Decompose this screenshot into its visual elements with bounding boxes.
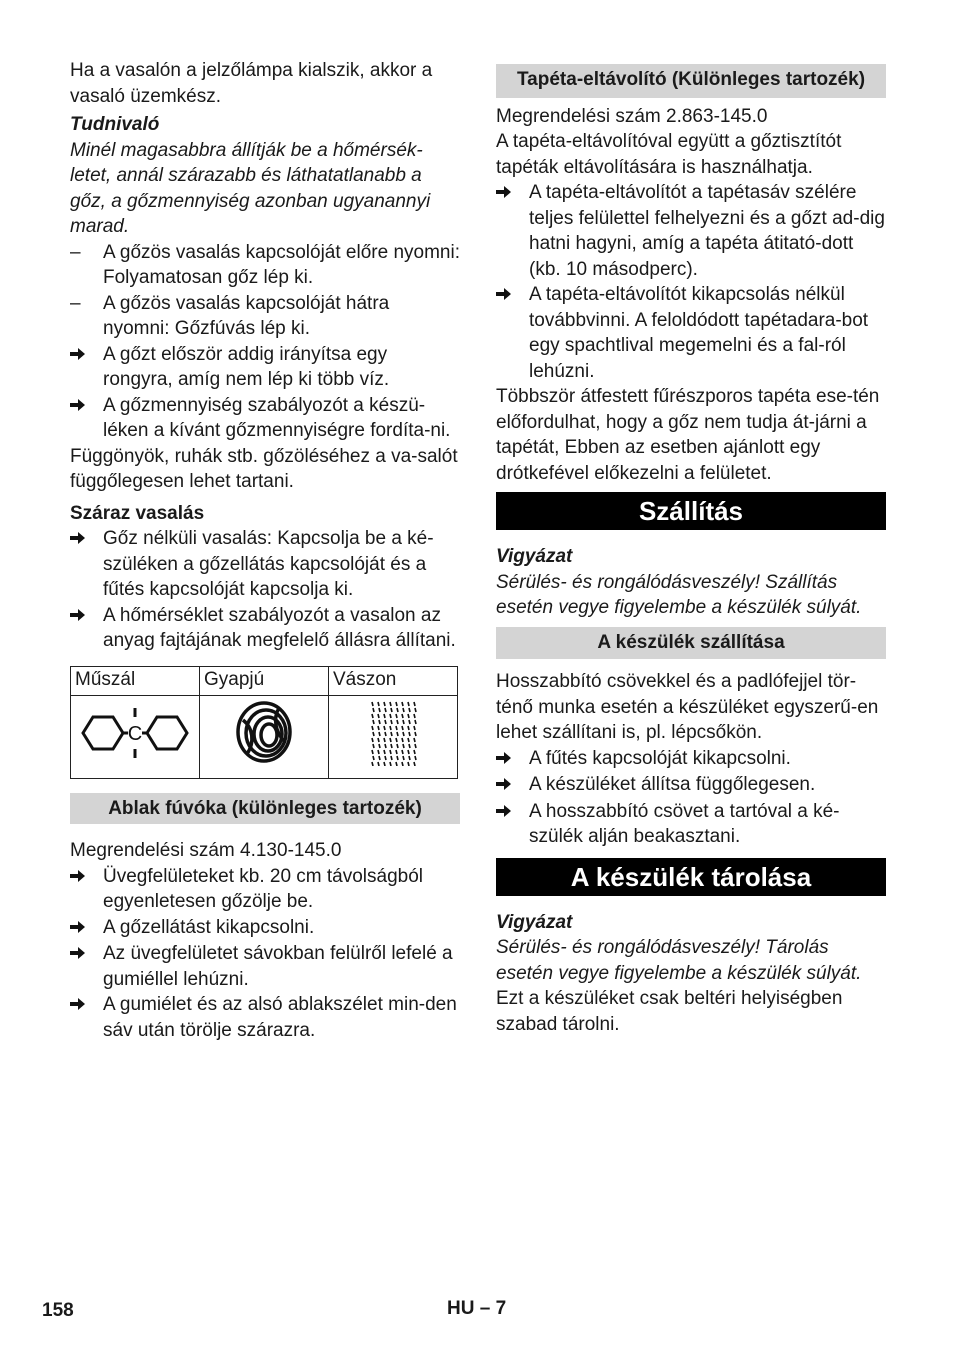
list-item xyxy=(70,915,460,942)
linen-stroke xyxy=(373,708,374,712)
linen-stroke xyxy=(378,714,379,718)
linen-stroke xyxy=(378,738,379,742)
linen-icon xyxy=(368,700,418,766)
curtain-paragraph: Függönyök, ruhák stb. gőzöléséhez a va-salót függőlegesen lehet tartani. xyxy=(70,445,458,492)
linen-stroke xyxy=(384,762,385,766)
right-column xyxy=(496,58,886,1037)
linen-stroke xyxy=(379,744,380,748)
linen-stroke xyxy=(391,720,392,724)
linen-stroke xyxy=(396,750,397,754)
arrow-right-icon xyxy=(496,777,512,791)
linen-stroke xyxy=(391,708,392,712)
list-item xyxy=(496,180,886,282)
fabric-header-synthetic: Műszál xyxy=(71,666,200,695)
list-item xyxy=(70,941,460,992)
linen-stroke xyxy=(378,762,379,766)
linen-stroke xyxy=(372,726,373,730)
list-item xyxy=(496,746,886,773)
arrow-right-icon xyxy=(70,997,86,1011)
linen-stroke xyxy=(390,738,391,742)
linen-stroke xyxy=(372,762,373,766)
linen-stroke xyxy=(385,756,386,760)
linen-stroke xyxy=(390,762,391,766)
linen-stroke xyxy=(414,726,415,730)
linen-stroke xyxy=(379,708,380,712)
linen-stroke xyxy=(409,708,410,712)
linen-stroke xyxy=(378,726,379,730)
wallpaper-intro: A tapéta-eltávolítóval együtt a gőztisztítót tapéták eltávolítására is használhatja. xyxy=(496,131,842,178)
list-item xyxy=(70,992,460,1043)
intro-paragraph: Ha a vasalón a jelzőlámpa kialszik, akkor a vasaló üzemkész. xyxy=(70,60,433,107)
wool-icon xyxy=(229,698,299,768)
arrow-right-icon xyxy=(70,920,86,934)
linen-stroke xyxy=(390,714,391,718)
linen-stroke xyxy=(408,762,409,766)
arrow-right-icon xyxy=(496,804,512,818)
list-item xyxy=(496,282,886,384)
storage-text: Ezt a készüléket csak beltéri helyiségben szabad tárolni. xyxy=(496,988,843,1035)
linen-stroke xyxy=(409,720,410,724)
linen-stroke xyxy=(385,744,386,748)
left-column xyxy=(70,58,460,1043)
linen-stroke xyxy=(409,732,410,736)
linen-stroke xyxy=(396,738,397,742)
storage-caution-text: Sérülés- és rongálódásveszély! Tárolás esetén vegye figyelembe a készülék súlyát. xyxy=(496,937,862,984)
fabric-cell-linen xyxy=(329,695,458,778)
linen-stroke xyxy=(408,738,409,742)
linen-stroke xyxy=(415,732,416,736)
linen-stroke xyxy=(378,750,379,754)
list-item-text: Az üvegfelületet sávokban felülről lefelé a gumiéllel lehúzni. xyxy=(103,943,453,990)
linen-stroke xyxy=(408,702,409,706)
linen-stroke xyxy=(402,714,403,718)
transport-caution-label: Vigyázat xyxy=(496,546,573,567)
linen-stroke xyxy=(391,756,392,760)
linen-stroke xyxy=(384,738,385,742)
linen-stroke xyxy=(385,732,386,736)
linen-stroke xyxy=(390,750,391,754)
note-text: Minél magasabbra állítják be a hőmérsék-letet, annál szárazabb és láthatatlanabb a gőz, a gőzmennyiség azonban ugyanannyi marad. xyxy=(70,139,431,237)
wallpaper-order-number: Megrendelési szám 2.863-145.0 xyxy=(496,105,768,127)
linen-stroke xyxy=(408,714,409,718)
dry-ironing-heading: Száraz vasalás xyxy=(70,502,205,524)
linen-stroke xyxy=(403,720,404,724)
linen-stroke xyxy=(397,720,398,724)
linen-stroke xyxy=(408,750,409,754)
linen-stroke xyxy=(384,750,385,754)
arrow-right-icon xyxy=(70,531,86,545)
list-item-text: A fűtés kapcsolóját kikapcsolni. xyxy=(529,747,791,769)
linen-stroke xyxy=(396,762,397,766)
linen-stroke xyxy=(373,732,374,736)
dash-bullet: – xyxy=(70,292,81,314)
linen-stroke xyxy=(397,732,398,736)
linen-stroke xyxy=(385,720,386,724)
linen-stroke xyxy=(409,744,410,748)
linen-stroke xyxy=(378,702,379,706)
linen-stroke xyxy=(403,732,404,736)
list-item xyxy=(70,526,460,603)
linen-stroke xyxy=(414,750,415,754)
linen-stroke xyxy=(396,726,397,730)
arrow-right-icon xyxy=(70,347,86,361)
linen-stroke xyxy=(379,720,380,724)
linen-stroke xyxy=(391,744,392,748)
list-item-text: A gőzmennyiség szabályozót a készü-léken a kívánt gőzmennyiségre fordíta-ni. xyxy=(103,394,451,441)
linen-stroke xyxy=(414,702,415,706)
linen-stroke xyxy=(414,762,415,766)
linen-stroke xyxy=(384,702,385,706)
fabric-header-linen: Vászon xyxy=(329,666,458,695)
linen-stroke xyxy=(396,714,397,718)
section-code: HU xyxy=(447,1298,475,1319)
linen-stroke xyxy=(415,708,416,712)
list-item-text: A készüléket állítsa függőlegesen. xyxy=(529,774,816,795)
linen-stroke xyxy=(408,726,409,730)
fabric-header-wool: Gyapjú xyxy=(200,666,329,695)
list-item xyxy=(70,393,460,444)
linen-stroke xyxy=(415,756,416,760)
section-page: – 7 xyxy=(479,1298,507,1319)
window-order-number: Megrendelési szám 4.130-145.0 xyxy=(70,840,342,861)
storage-heading: A készülék tárolása xyxy=(496,858,886,896)
linen-stroke xyxy=(373,720,374,724)
linen-stroke xyxy=(384,726,385,730)
linen-stroke xyxy=(372,750,373,754)
linen-stroke xyxy=(403,756,404,760)
linen-stroke xyxy=(397,708,398,712)
list-item-text: A gőzös vasalás kapcsolóját előre nyomni: Folyamatosan gőz lép ki. xyxy=(103,241,460,288)
window-nozzle-heading: Ablak fúvóka (különleges tartozék) xyxy=(70,793,460,825)
list-item-text: Gőz nélküli vasalás: Kapcsolja be a ké-szüléken a gőzellátás kapcsolóját és a fűtés kapcsolóját kapcsolja ki. xyxy=(103,528,434,600)
dash-bullet: – xyxy=(70,241,81,263)
linen-stroke xyxy=(403,708,404,712)
linen-stroke xyxy=(415,720,416,724)
linen-stroke xyxy=(397,756,398,760)
linen-stroke xyxy=(402,726,403,730)
linen-stroke xyxy=(372,702,373,706)
transport-heading: Szállítás xyxy=(496,492,886,530)
linen-stroke xyxy=(402,750,403,754)
linen-stroke xyxy=(379,732,380,736)
linen-stroke xyxy=(403,744,404,748)
linen-stroke xyxy=(391,732,392,736)
list-item-text: A tapéta-eltávolítót kikapcsolás nélkül továbbvinni. A feloldódott tapétadara-bot egy spachtlival megemelni és a fal-ról lehúzni. xyxy=(529,284,869,382)
list-item-text: Üvegfelületeket kb. 20 cm távolságból egyenletesen gőzölje be. xyxy=(103,865,424,912)
list-item-text: A gumiélet és az alsó ablakszélet min-den sáv után törölje szárazra. xyxy=(103,994,457,1041)
linen-stroke xyxy=(384,714,385,718)
linen-stroke xyxy=(414,714,415,718)
fabric-table xyxy=(70,666,458,779)
list-item-text: A gőzellátást kikapcsolni. xyxy=(103,916,315,938)
linen-stroke xyxy=(402,702,403,706)
list-item xyxy=(70,342,460,393)
linen-stroke xyxy=(372,738,373,742)
linen-stroke xyxy=(385,708,386,712)
linen-stroke xyxy=(390,702,391,706)
list-item xyxy=(496,772,886,799)
list-item xyxy=(70,240,460,291)
list-item xyxy=(70,603,460,654)
list-item-text: A gőzt először addig irányítsa egy rongyra, amíg nem lép ki több víz. xyxy=(103,343,390,390)
linen-stroke xyxy=(402,738,403,742)
synthetic-letter: C xyxy=(127,722,143,745)
list-item-text: A tapéta-eltávolítót a tapétasáv szélére teljes felülettel felhelyezni és a gőzt ad-dig hatni hagyni, amíg a tapéta átitató-dott (kb. 10 másodperc). xyxy=(529,182,885,280)
list-item xyxy=(496,799,886,850)
device-transport-intro: Hosszabbító csövekkel és a padlófejjel tör-ténő munka esetén a készüléket egyszerű-en lehet szállítani is, pl. lépcsőkön. xyxy=(496,671,879,743)
arrow-right-icon xyxy=(496,185,512,199)
linen-stroke xyxy=(373,744,374,748)
linen-stroke xyxy=(373,756,374,760)
wallpaper-outro: Többször átfestett fűrészporos tapéta ese-tén előfordulhat, hogy a gőz nem tudja át-járni a tapétát, Ebben az esetben ajánlott egy drótkefével előkezelni a felületet. xyxy=(496,386,880,484)
list-item xyxy=(70,864,460,915)
wallpaper-heading: Tapéta-eltávolító (Különleges tartozék) xyxy=(496,64,886,98)
note-label: Tudnivaló xyxy=(70,114,160,135)
list-item-text: A hosszabbító csövet a tartóval a ké-szülék alján beakasztani. xyxy=(529,800,840,847)
linen-stroke xyxy=(397,744,398,748)
transport-caution-text: Sérülés- és rongálódásveszély! Szállítás esetén vegye figyelembe a készülék súlyát. xyxy=(496,571,862,618)
fabric-cell-synthetic xyxy=(71,695,200,778)
linen-stroke xyxy=(396,702,397,706)
arrow-right-icon xyxy=(70,869,86,883)
linen-stroke xyxy=(414,738,415,742)
linen-stroke xyxy=(402,762,403,766)
page-section-label xyxy=(447,1296,506,1322)
list-item-text: A gőzös vasalás kapcsolóját hátra nyomni: Gőzfúvás lép ki. xyxy=(103,292,390,339)
linen-stroke xyxy=(379,756,380,760)
linen-stroke xyxy=(409,756,410,760)
list-item-text: A hőmérséklet szabályozót a vasalon az anyag fajtájának megfelelő állásra állítani. xyxy=(103,604,456,651)
arrow-right-icon xyxy=(70,946,86,960)
device-transport-heading: A készülék szállítása xyxy=(496,627,886,660)
arrow-right-icon xyxy=(70,608,86,622)
list-item xyxy=(70,291,460,342)
linen-stroke xyxy=(372,714,373,718)
synthetic-fiber-icon xyxy=(75,698,195,768)
arrow-right-icon xyxy=(70,398,86,412)
fabric-cell-wool xyxy=(200,695,329,778)
linen-stroke xyxy=(390,726,391,730)
arrow-right-icon xyxy=(496,751,512,765)
page-number: 158 xyxy=(42,1300,74,1321)
arrow-right-icon xyxy=(496,287,512,301)
linen-stroke xyxy=(415,744,416,748)
storage-caution-label: Vigyázat xyxy=(496,911,573,933)
